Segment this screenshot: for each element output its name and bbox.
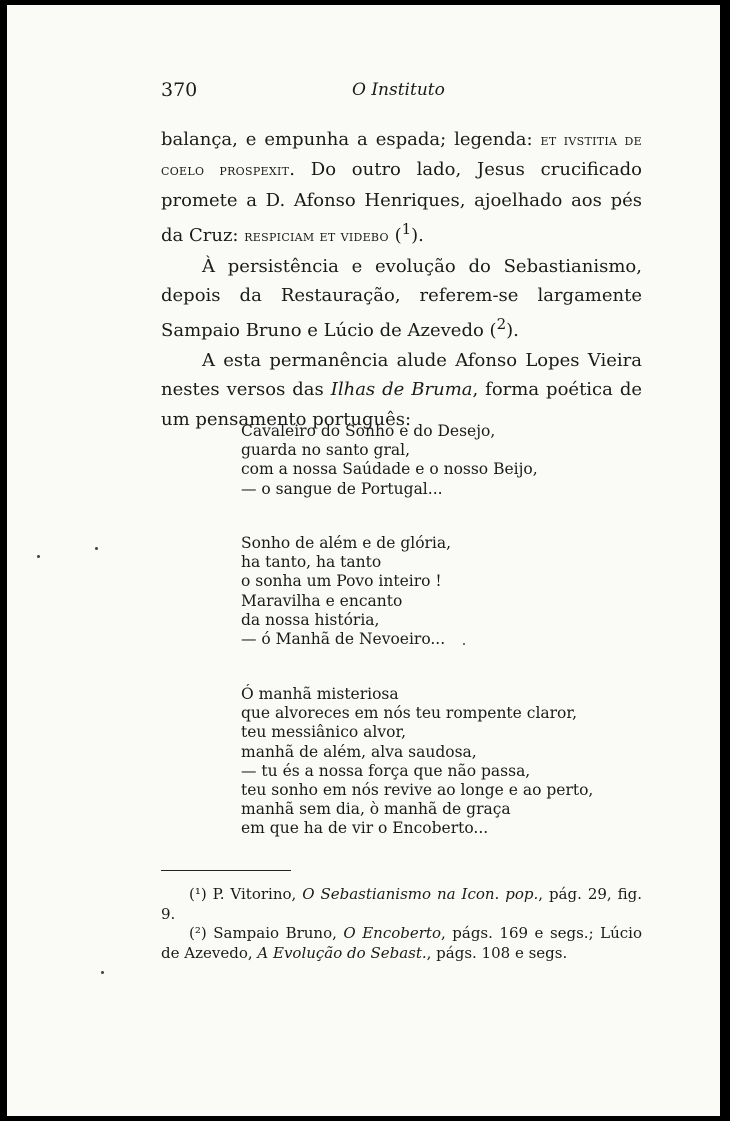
verse-line: Sonho de além e de glória, [241,534,452,552]
paragraph-2 [161,252,642,346]
scan-speck [95,547,98,550]
footnotes [161,885,642,963]
verse-line: manhã sem dia, ò manhã de graça [241,800,511,819]
footnote-1-marker: (¹) [189,885,207,903]
verse-line: o sonha um Povo inteiro ! [241,572,442,591]
latin-respiciam: respiciam et videbo [244,227,389,246]
footnote-2-marker: (²) [189,924,207,942]
verse-line: teu sonho em nós revive ao longe e ao perto, [241,781,594,800]
scan-speck [101,971,104,974]
verse-line: — ó Manhã de Nevoeiro... [241,630,446,649]
scan-speck [463,643,465,645]
page-number: 370 [161,79,198,101]
footnote-2-text-a: Sampaio Bruno, [206,924,344,942]
footnote-1 [161,885,642,924]
footnote-1-work: O Sebastianismo na Icon. pop. [302,885,539,903]
verse-line: Maravilha e encanto [241,591,403,610]
footnote-2-text-b: , págs. 169 e segs.; Lúcio de Azevedo, [161,924,643,962]
book-page [7,5,720,1116]
paragraph-3-text-b: , forma poética de um pensamento português: [161,379,643,430]
footnote-2-work-2: A Evolução do Sebast. [257,943,427,962]
paragraph-1-text-c: ( [388,225,402,247]
book-title-ilhas-de-bruma: Ilhas de Bruma [330,379,473,401]
verse-line: em que ha de vir o Encoberto... [241,819,489,838]
paragraph-3 [161,346,642,434]
paragraph-1-text-d: ). [411,225,424,247]
verse-line: que alvoreces em nós teu rompente claror, [241,704,578,723]
footnote-2-work-1: O Encoberto [343,924,441,942]
latin-motto: et ivstitia de coelo prospexit [161,131,642,180]
verse-line: — o sangue de Portugal... [241,479,443,498]
paragraph-1-text-a: balança, e empunha a espada; legenda: [161,129,541,150]
paragraph-2-text-b: ). [506,320,519,342]
running-head: O Instituto [352,80,445,100]
verse-line: guarda no santo gral, [241,441,411,460]
footnote-2 [161,924,642,963]
footnote-divider [161,870,291,871]
verse-line: teu messiânico alvor, [241,723,407,742]
footnote-ref-2: 2 [496,315,507,334]
footnote-1-text-b: , pág. 29, fig. 9. [161,885,642,923]
footnote-2-text-c: , págs. 108 e segs. [426,943,568,962]
paragraph-3-text-a: A esta permanência alude Afonso Lopes Vieira nestes versos das [161,349,642,401]
poem-stanza-1 [241,422,641,499]
verse-line: Cavaleiro do Sonho e do Desejo, [241,422,496,440]
verse-line: da nossa história, [241,610,380,629]
scan-speck [37,555,40,558]
verse-line: — tu és a nossa força que não passa, [241,761,531,780]
poem-stanza-2 [241,534,641,649]
verse-line: ha tanto, ha tanto [241,553,382,572]
verse-line: manhã de além, alva saudosa, [241,742,477,761]
body-text [161,125,642,434]
paragraph-2-text-a: À persistência e evolução do Sebastianismo, depois da Restauração, referem-se largamente Sampaio Bruno e Lúcio de Azevedo ( [161,255,642,342]
paragraph-1 [161,125,642,252]
poem-stanza-3 [241,685,641,839]
footnote-1-text-a: P. Vitorino, [206,885,303,903]
paragraph-1-text-b: . Do outro lado, Jesus crucificado promete a D. Afonso Henriques, ajoelhado aos pés da Cruz: [161,159,642,247]
footnote-ref-1: 1 [401,220,412,239]
page-header [7,79,720,103]
verse-line: com a nossa Saúdade e o nosso Beijo, [241,460,538,479]
verse-line: Ó manhã misteriosa [241,685,399,703]
